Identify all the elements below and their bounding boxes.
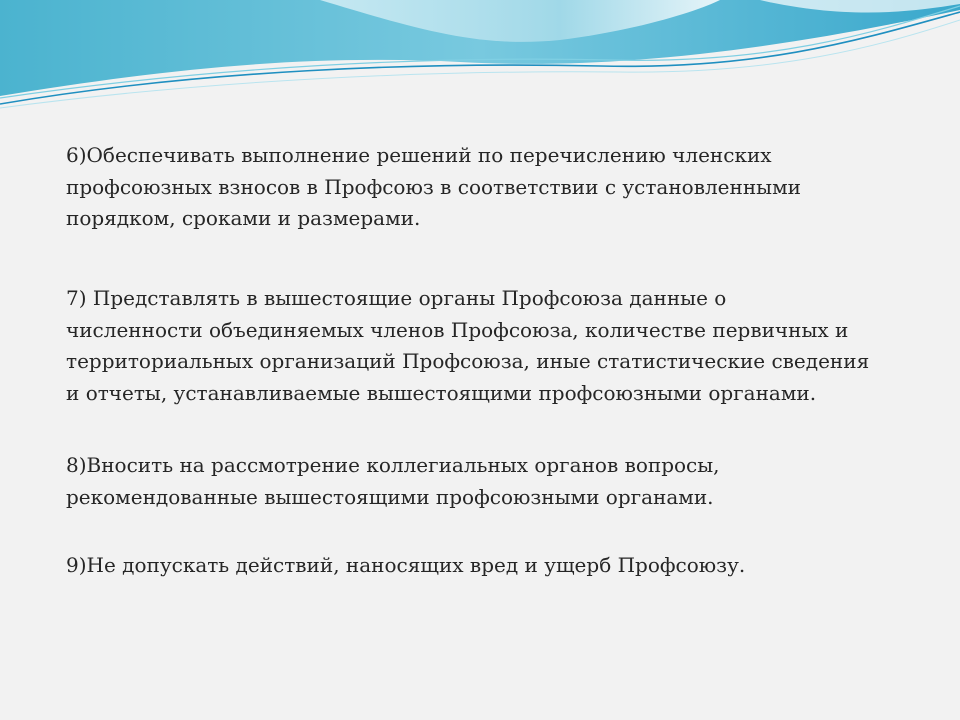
paragraph-line: профсоюзных взносов в Профсоюз в соответствии с установленными <box>66 174 801 199</box>
paragraph-line: 8)Вносить на рассмотрение коллегиальных органов вопросы, <box>66 453 720 477</box>
paragraph-line: 6)Обеспечивать выполнение решений по перечислению членских <box>66 143 772 167</box>
paragraph-item-7 <box>66 283 869 409</box>
header-wave-decoration <box>0 0 960 120</box>
paragraph-line: 7) Представлять в вышестоящие органы Профсоюза данные о <box>66 286 727 310</box>
paragraph-line: порядком, сроками и размерами. <box>66 206 421 230</box>
paragraph-line: численности объединяемых членов Профсоюза, количестве первичных и <box>66 317 849 342</box>
paragraph-item-8 <box>66 450 720 513</box>
paragraph-line: 9)Не допускать действий, наносящих вред и ущерб Профсоюзу. <box>66 553 746 577</box>
paragraph-line: территориальных организаций Профсоюза, иные статистические сведения <box>66 349 870 373</box>
paragraph-line: и отчеты, устанавливаемые вышестоящими профсоюзными органами. <box>66 380 817 405</box>
paragraph-line: рекомендованные вышестоящими профсоюзными органами. <box>66 484 714 509</box>
paragraph-item-6 <box>66 140 801 235</box>
paragraph-item-9 <box>66 550 745 582</box>
